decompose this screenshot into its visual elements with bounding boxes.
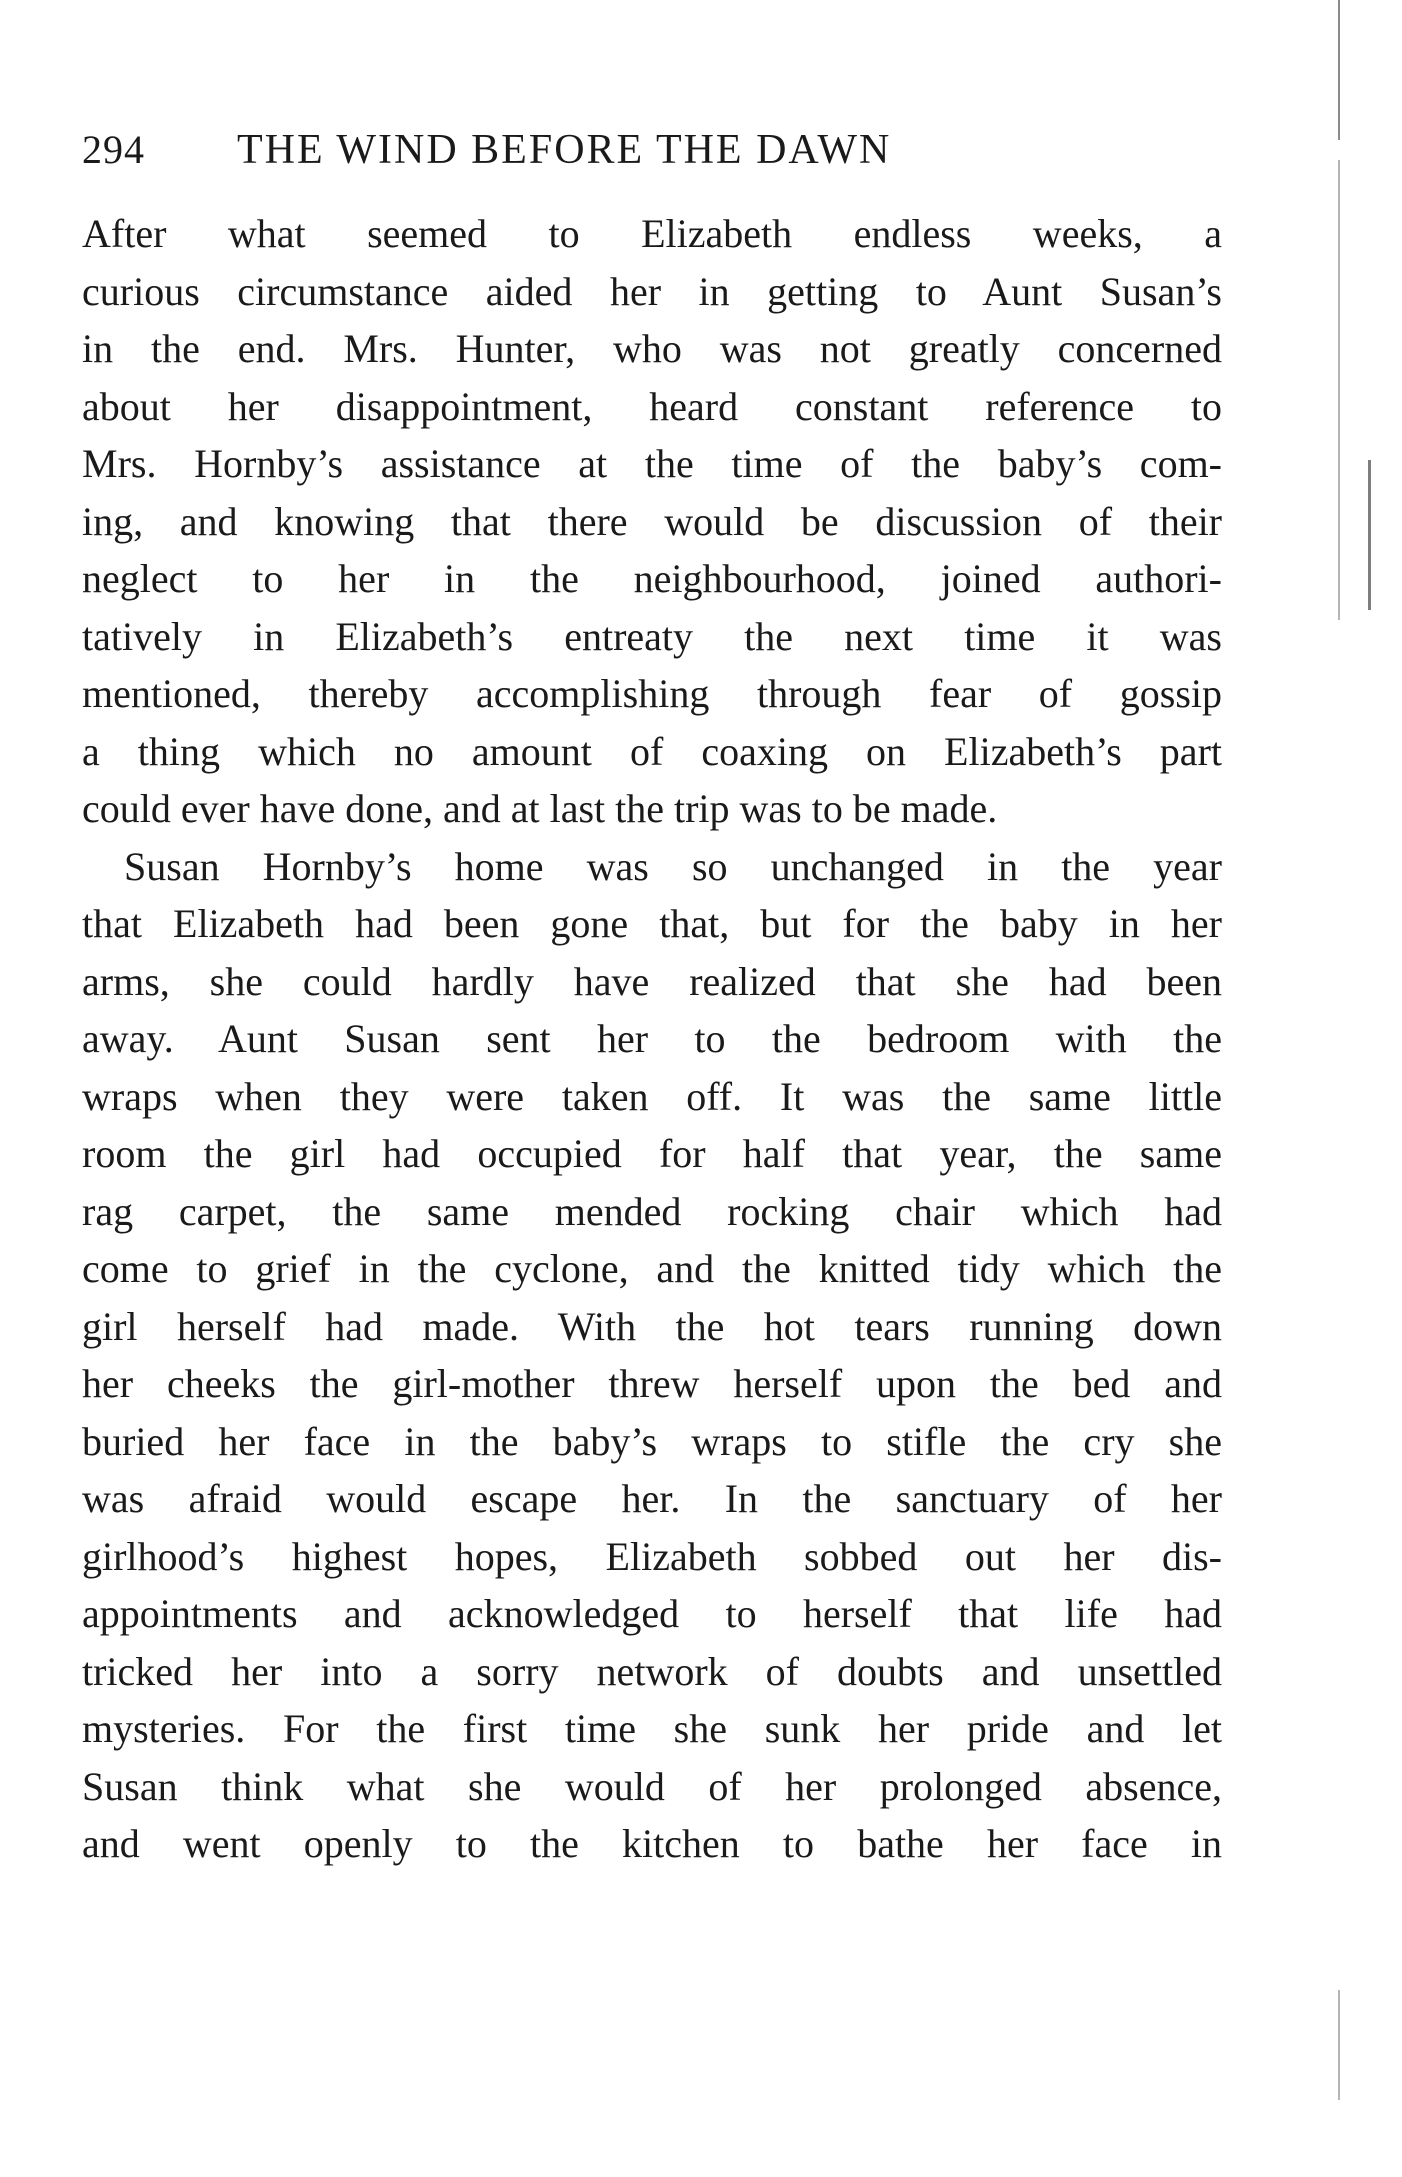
text-line: Susan Hornby’s home was so unchanged in the year — [124, 843, 1222, 889]
text-line: appointments and acknowledged to herself that life had — [82, 1591, 1222, 1636]
text-line: girlhood’s highest hopes, Elizabeth sobbed out her dis- — [82, 1533, 1222, 1579]
text-line: and went openly to the kitchen to bathe her face in — [82, 1821, 1222, 1866]
text-line: that Elizabeth had been gone that, but for the baby in her — [82, 901, 1222, 946]
text-line: Susan think what she would of her prolonged absence, — [82, 1763, 1222, 1809]
text-line: her cheeks the girl-mother threw herself upon the bed and — [82, 1361, 1222, 1406]
text-line: ing, and knowing that there would be discussion of their — [82, 498, 1222, 544]
text-line: After what seemed to Elizabeth endless weeks, a — [82, 211, 1222, 256]
text-line: Mrs. Hornby’s assistance at the time of the baby’s com- — [82, 441, 1222, 486]
text-line: mysteries. For the first time she sunk her pride and let — [82, 1706, 1222, 1751]
text-line: come to grief in the cyclone, and the knitted tidy which the — [82, 1246, 1222, 1291]
text-line: mentioned, thereby accomplishing through fear of gossip — [82, 671, 1222, 716]
text-line: was afraid would escape her. In the sanctuary of her — [82, 1476, 1222, 1521]
running-head — [82, 120, 1212, 180]
text-line: buried her face in the baby’s wraps to stifle the cry she — [82, 1418, 1222, 1464]
scan-edge-line-upper — [1338, 0, 1340, 140]
text-line: a thing which no amount of coaxing on Elizabeth’s part — [82, 728, 1222, 774]
scan-edge-mark — [1368, 460, 1371, 610]
text-line: curious circumstance aided her in getting to Aunt Susan’s — [82, 268, 1222, 314]
text-line: away. Aunt Susan sent her to the bedroom with the — [82, 1016, 1222, 1061]
text-line: rag carpet, the same mended rocking chair which had — [82, 1188, 1222, 1234]
scan-edge-line-middle — [1338, 160, 1340, 620]
text-line: girl herself had made. With the hot tears running down — [82, 1303, 1222, 1349]
text-line: arms, she could hardly have realized that she had been — [82, 958, 1222, 1004]
text-line: tatively in Elizabeth’s entreaty the next time it was — [82, 613, 1222, 659]
text-line: in the end. Mrs. Hunter, who was not greatly concerned — [82, 326, 1222, 371]
running-title: THE WIND BEFORE THE DAWN — [237, 127, 892, 173]
page-number: 294 — [82, 127, 145, 172]
text-line: tricked her into a sorry network of doubts and unsettled — [82, 1648, 1222, 1694]
scan-edge-line-lower — [1338, 1990, 1340, 2100]
text-line: wraps when they were taken off. It was the same little — [82, 1073, 1222, 1119]
text-line: about her disappointment, heard constant reference to — [82, 383, 1222, 429]
text-line: neglect to her in the neighbourhood, joined authori- — [82, 556, 1222, 601]
body-text — [82, 205, 1222, 1873]
text-line: could ever have done, and at last the trip was to be made. — [82, 786, 998, 831]
text-line: room the girl had occupied for half that year, the same — [82, 1131, 1222, 1176]
